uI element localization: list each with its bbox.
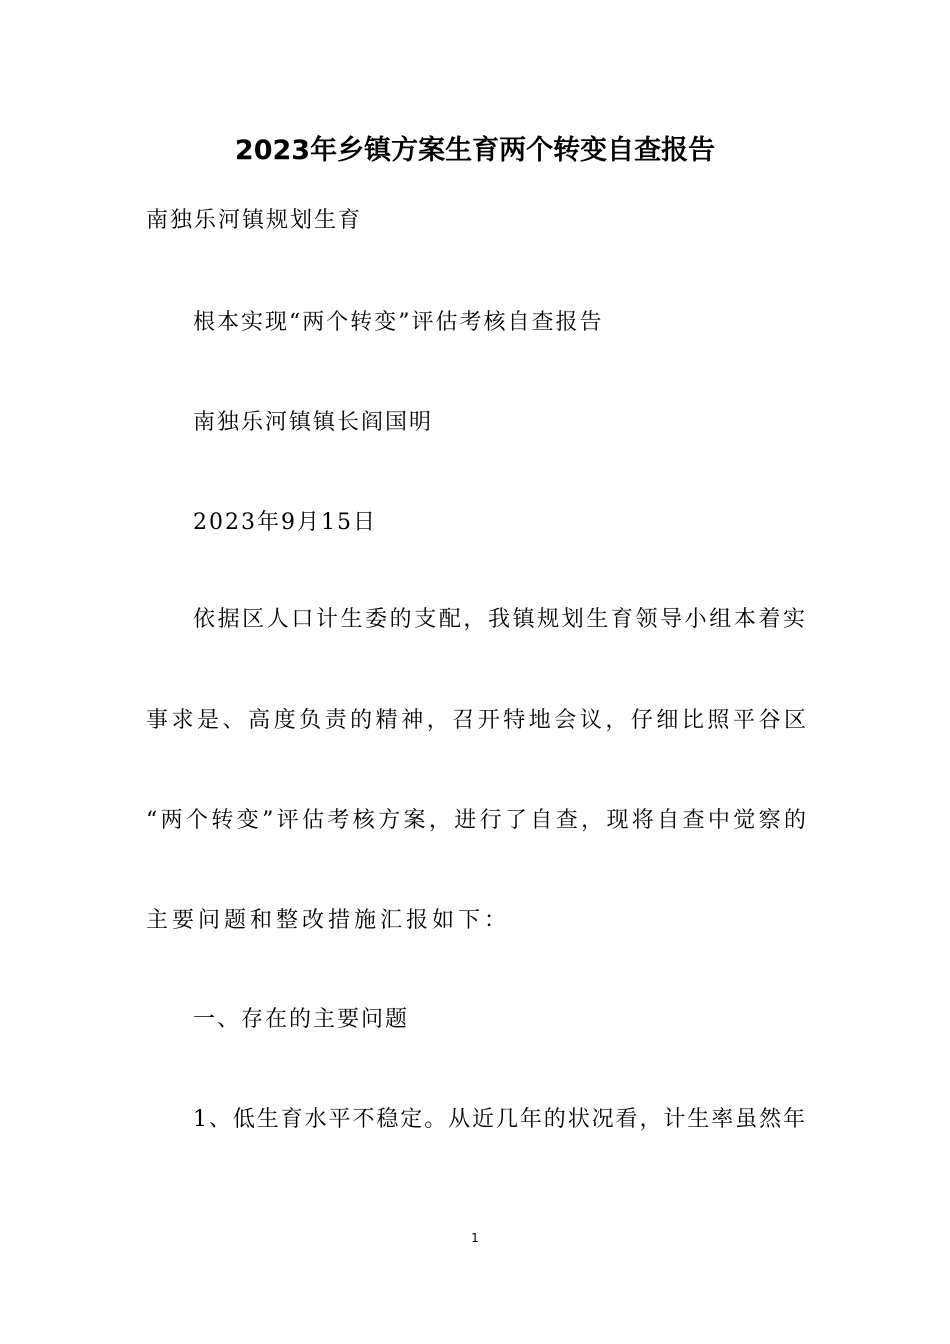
paragraph-line: “两个转变”评估考核方案，进行了自查，现将自查中觉察的	[146, 808, 806, 833]
subtitle-line-report-name: 根本实现“两个转变”评估考核自查报告	[193, 310, 604, 335]
document-title: 2023年乡镇方案生育两个转变自查报告	[234, 135, 716, 166]
section-heading: 一、存在的主要问题	[193, 1007, 410, 1032]
paragraph-line: 事求是、高度负责的精神，召开特地会议，仔细比照平谷区	[146, 708, 806, 733]
date-line: 2023年9月15日	[193, 510, 377, 535]
item-line: 1、低生育水平不稳定。从近几年的状况看，计生率虽然年	[193, 1107, 805, 1132]
author-line: 南独乐河镇镇长阎国明	[193, 410, 434, 435]
paragraph-line-last: 主要问题和整改措施汇报如下：	[146, 908, 511, 933]
paragraph-line: 依据区人口计生委的支配，我镇规划生育领导小组本着实	[193, 607, 805, 632]
page-number: 1	[471, 1231, 479, 1245]
subtitle-line-town-planning: 南独乐河镇规划生育	[146, 208, 363, 233]
